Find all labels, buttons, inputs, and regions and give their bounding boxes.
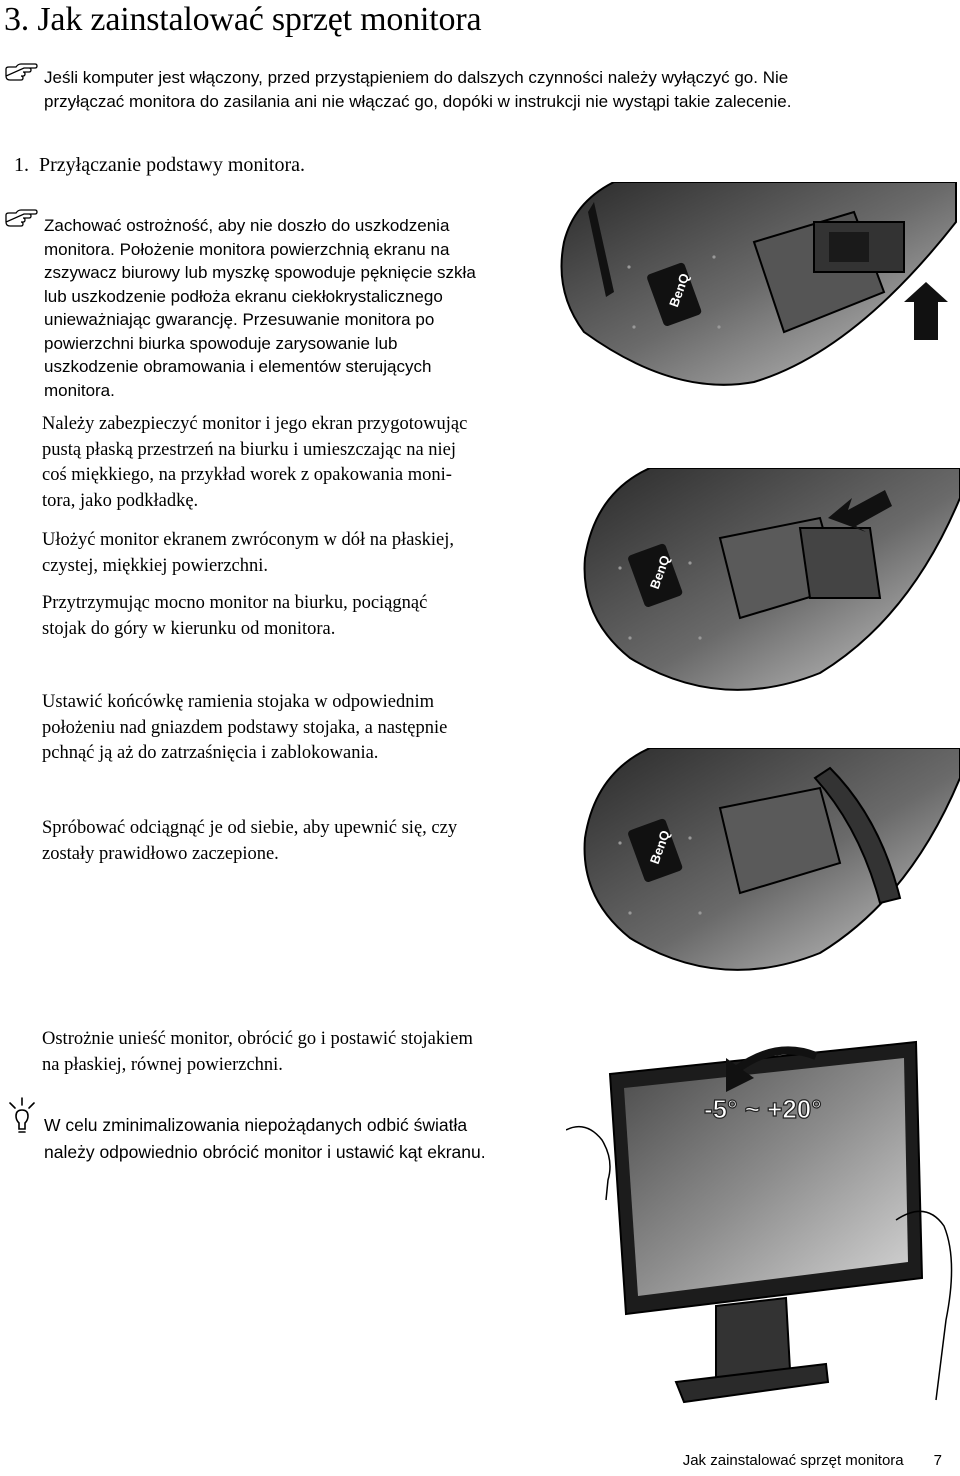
paragraph-line: pchnąć ją aż do zatrzaśnięcia i zablokowania. <box>42 743 379 763</box>
caution-line: monitora. <box>44 380 115 400</box>
paragraph-line: zostały prawidłowo zaczepione. <box>42 843 279 864</box>
tilt-angle-label: -5° ~ +20° <box>704 1094 822 1124</box>
paragraph-line: Ułożyć monitor ekranem zwróconym w dół na płaskiej, <box>42 530 455 550</box>
paragraph-line: pustą płaską przestrzeń na biurku i umieszczając na niej <box>42 439 457 460</box>
caution-line: uszkodzenie obramowania i elementów sterujących <box>44 357 432 376</box>
caution-note <box>44 214 476 402</box>
page-title: 3. Jak zainstalować sprzęt monitora <box>4 1 482 38</box>
paragraph-line: Ostrożnie unieść monitor, obrócić go i postawić stojakiem <box>42 1029 473 1049</box>
paragraph-line: Przytrzymując mocno monitor na biurku, pociągnąć <box>42 593 428 613</box>
paragraph-line: stojak do góry w kierunku od monitora. <box>42 618 336 639</box>
paragraph-line: czystej, miękkiej powierzchni. <box>42 555 269 576</box>
paragraph-line: Ustawić końcówkę ramienia stojaka w odpowiednim <box>42 692 434 712</box>
tip-line: należy odpowiednio obrócić monitor i ustawić kąt ekranu. <box>44 1142 486 1162</box>
paragraph-pull <box>42 591 427 642</box>
page-number: 7 <box>933 1452 942 1469</box>
brand-logo: BenQ <box>666 271 693 310</box>
brand-logo: BenQ <box>646 828 673 866</box>
paragraph-line: na płaskiej, równej powierzchni. <box>42 1054 283 1075</box>
illustration-stand-attached <box>580 748 960 984</box>
paragraph-line: Spróbować odciągnąć je od siebie, aby upewnić się, czy <box>42 818 458 838</box>
footer-title: Jak zainstalować sprzęt monitora <box>682 1452 904 1469</box>
paragraph-prepare <box>42 412 467 514</box>
step-heading: 1. Przyłączanie podstawy monitora. <box>14 154 306 176</box>
paragraph-line: położeniu nad gniazdem podstawy stojaka, a następnie <box>42 717 448 738</box>
illustration-monitor-tilt <box>566 1030 960 1430</box>
caution-line: Zachować ostrożność, aby nie doszło do uszkodzenia <box>44 216 450 235</box>
illustration-attach-stand <box>580 468 960 706</box>
light-bulb-icon <box>6 1096 38 1138</box>
caution-line: zszywacz biurowy lub myszkę spowoduje pęknięcie szkła <box>44 263 476 282</box>
caution-line: monitora. Położenie monitora powierzchnią ekranu na <box>44 239 450 259</box>
paragraph-line: tora, jako podkładkę. <box>42 490 199 511</box>
intro-note-line: Jeśli komputer jest włączony, przed przystąpieniem do dalszych czynności należy wyłączyć go. Nie <box>44 68 789 87</box>
intro-note-line: przyłączać monitora do zasilania ani nie włączać go, dopóki w instrukcji nie wystąpi takie zalecenie. <box>44 91 792 111</box>
paragraph-lift <box>42 1027 473 1078</box>
tip-line: W celu zminimalizowania niepożądanych odbić światła <box>44 1115 468 1135</box>
paragraph-place <box>42 528 454 579</box>
intro-note <box>44 66 791 113</box>
caution-line: lub uszkodzenie podłoża ekranu ciekłokrystalicznego <box>44 286 443 306</box>
paragraph-line: Należy zabezpieczyć monitor i jego ekran przygotowując <box>42 414 468 434</box>
brand-logo: BenQ <box>646 553 673 591</box>
hand-pointer-icon <box>4 208 38 228</box>
arrow-up-icon <box>904 282 948 340</box>
caution-line: unieważniając gwarancję. Przesuwanie monitora po <box>44 310 435 329</box>
page-footer <box>683 1452 942 1470</box>
tip-note <box>44 1112 486 1166</box>
paragraph-align <box>42 690 447 767</box>
paragraph-line: coś miękkiego, na przykład worek z opakowania moni- <box>42 465 452 485</box>
caution-line: powierzchni biurka spowoduje zarysowanie lub <box>44 333 398 353</box>
illustration-detach-stand <box>554 182 960 400</box>
hand-pointer-icon <box>4 62 38 82</box>
paragraph-check <box>42 816 457 867</box>
